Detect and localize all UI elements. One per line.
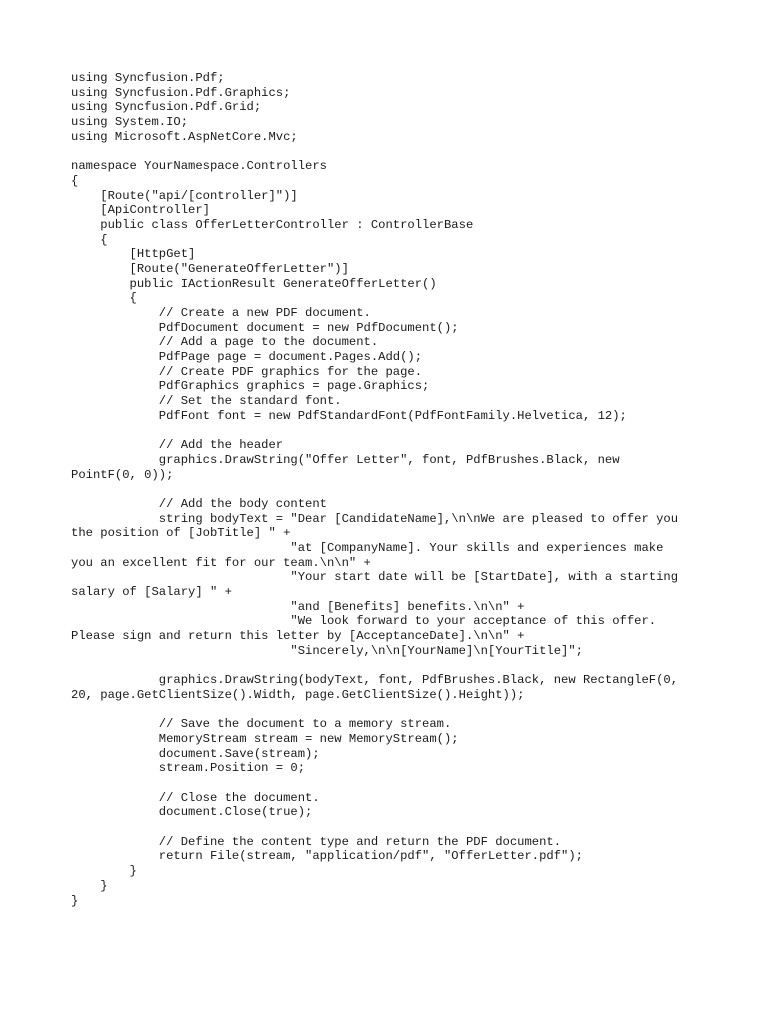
- code-line: [71, 820, 711, 835]
- code-line: string bodyText = "Dear [CandidateName],\n\nWe are pleased to offer you: [71, 511, 679, 526]
- code-line: PdfDocument document = new PdfDocument();: [71, 320, 459, 335]
- code-line: [Route("api/[controller]")]: [71, 188, 298, 203]
- code-line: graphics.DrawString("Offer Letter", font, PdfBrushes.Black, new: [71, 452, 620, 467]
- code-line: namespace YourNamespace.Controllers: [71, 159, 327, 174]
- code-line: using Syncfusion.Pdf.Graphics;: [71, 85, 291, 100]
- code-line: PdfFont font = new PdfStandardFont(PdfFontFamily.Helvetica, 12);: [71, 408, 627, 423]
- code-line: document.Save(stream);: [71, 746, 320, 761]
- code-line: // Define the content type and return the PDF document.: [71, 834, 562, 849]
- code-line: stream.Position = 0;: [71, 761, 306, 776]
- code-line: 20, page.GetClientSize().Width, page.GetClientSize().Height));: [71, 687, 525, 702]
- code-line: public class OfferLetterController : ControllerBase: [71, 217, 474, 232]
- code-line: [71, 424, 711, 439]
- code-line: // Save the document to a memory stream.: [71, 717, 452, 732]
- code-line: graphics.DrawString(bodyText, font, PdfBrushes.Black, new RectangleF(0,: [71, 673, 679, 688]
- code-line: you an excellent fit for our team.\n\n" +: [71, 555, 371, 570]
- code-line: }: [71, 864, 137, 879]
- code-line: // Create PDF graphics for the page.: [71, 364, 423, 379]
- code-line: // Add the header: [71, 438, 284, 453]
- code-line: [71, 659, 711, 674]
- code-line: [71, 703, 711, 718]
- code-line: [HttpGet]: [71, 247, 196, 262]
- code-line: "and [Benefits] benefits.\n\n" +: [71, 599, 525, 614]
- code-line: [71, 776, 711, 791]
- code-line: {: [71, 232, 108, 247]
- code-line: [71, 144, 711, 159]
- code-line: // Add a page to the document.: [71, 335, 379, 350]
- code-line: // Set the standard font.: [71, 394, 342, 409]
- code-line: the position of [JobTitle] " +: [71, 526, 291, 541]
- code-line: }: [71, 878, 108, 893]
- code-line: [71, 482, 711, 497]
- code-line: "Your start date will be [StartDate], with a starting: [71, 570, 679, 585]
- code-line: using Syncfusion.Pdf.Grid;: [71, 100, 262, 115]
- code-line: document.Close(true);: [71, 805, 313, 820]
- code-line: Please sign and return this letter by [AcceptanceDate].\n\n" +: [71, 629, 525, 644]
- code-line: {: [71, 173, 79, 188]
- code-line: using System.IO;: [71, 115, 189, 130]
- code-line: }: [71, 893, 79, 908]
- code-document: [71, 71, 711, 908]
- code-line: return File(stream, "application/pdf", "OfferLetter.pdf");: [71, 849, 583, 864]
- code-line: // Add the body content: [71, 496, 327, 511]
- code-line: PointF(0, 0));: [71, 467, 174, 482]
- code-line: PdfGraphics graphics = page.Graphics;: [71, 379, 430, 394]
- code-line: // Close the document.: [71, 790, 320, 805]
- code-line: using Microsoft.AspNetCore.Mvc;: [71, 129, 298, 144]
- code-line: [Route("GenerateOfferLetter")]: [71, 261, 349, 276]
- code-line: PdfPage page = document.Pages.Add();: [71, 350, 423, 365]
- code-line: salary of [Salary] " +: [71, 585, 232, 600]
- code-line: MemoryStream stream = new MemoryStream();: [71, 731, 459, 746]
- code-line: public IActionResult GenerateOfferLetter(): [71, 276, 437, 291]
- code-line: "Sincerely,\n\n[YourName]\n[YourTitle]";: [71, 643, 583, 658]
- code-line: {: [71, 291, 137, 306]
- code-line: [ApiController]: [71, 203, 210, 218]
- code-line: "at [CompanyName]. Your skills and experiences make: [71, 541, 664, 555]
- code-line: "We look forward to your acceptance of this offer.: [71, 614, 657, 629]
- code-line: using Syncfusion.Pdf;: [71, 71, 225, 85]
- code-line: // Create a new PDF document.: [71, 306, 371, 320]
